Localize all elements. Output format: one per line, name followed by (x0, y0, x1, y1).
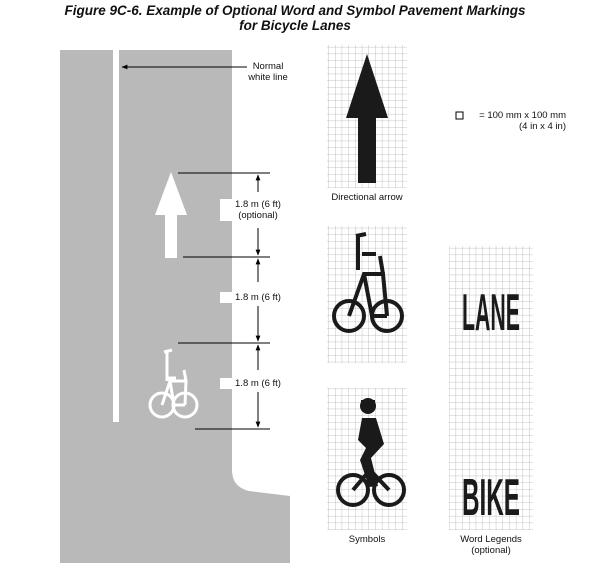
grid-key-label (466, 110, 566, 132)
dimension-label-1 (220, 199, 296, 221)
dimension-label-3: 1.8 m (6 ft) (220, 378, 296, 389)
arrow-caption: Directional arrow (331, 192, 403, 203)
grid-key-line-1: = 100 mm x 100 mm (479, 110, 566, 121)
normal-line-label-1: Normal (252, 61, 284, 72)
word-legends-caption-2: (optional) (471, 545, 511, 556)
word-legend-lane: LANE (462, 284, 520, 342)
figure-title-line-2: for Bicycle Lanes (239, 18, 351, 33)
word-legends-caption-1: Word Legends (460, 534, 522, 545)
normal-line-label (238, 61, 298, 83)
grid-key-square (456, 112, 463, 119)
normal-line-label-2: white line (248, 72, 288, 83)
pavement (60, 50, 290, 563)
dimension-label-1-line-2: (optional) (238, 210, 278, 221)
dimension-label-1-line-1: 1.8 m (6 ft) (235, 199, 281, 210)
normal-white-line (113, 50, 119, 422)
dimension-label-2: 1.8 m (6 ft) (220, 292, 296, 303)
word-legend-bike: BIKE (462, 469, 520, 527)
symbols-caption: Symbols (348, 534, 386, 545)
grid-key-line-2: (4 in x 4 in) (519, 121, 566, 132)
word-legends-caption (436, 534, 546, 556)
figure-title-line-1: Figure 9C-6. Example of Optional Word and Symbol Pavement Markings (64, 3, 526, 18)
